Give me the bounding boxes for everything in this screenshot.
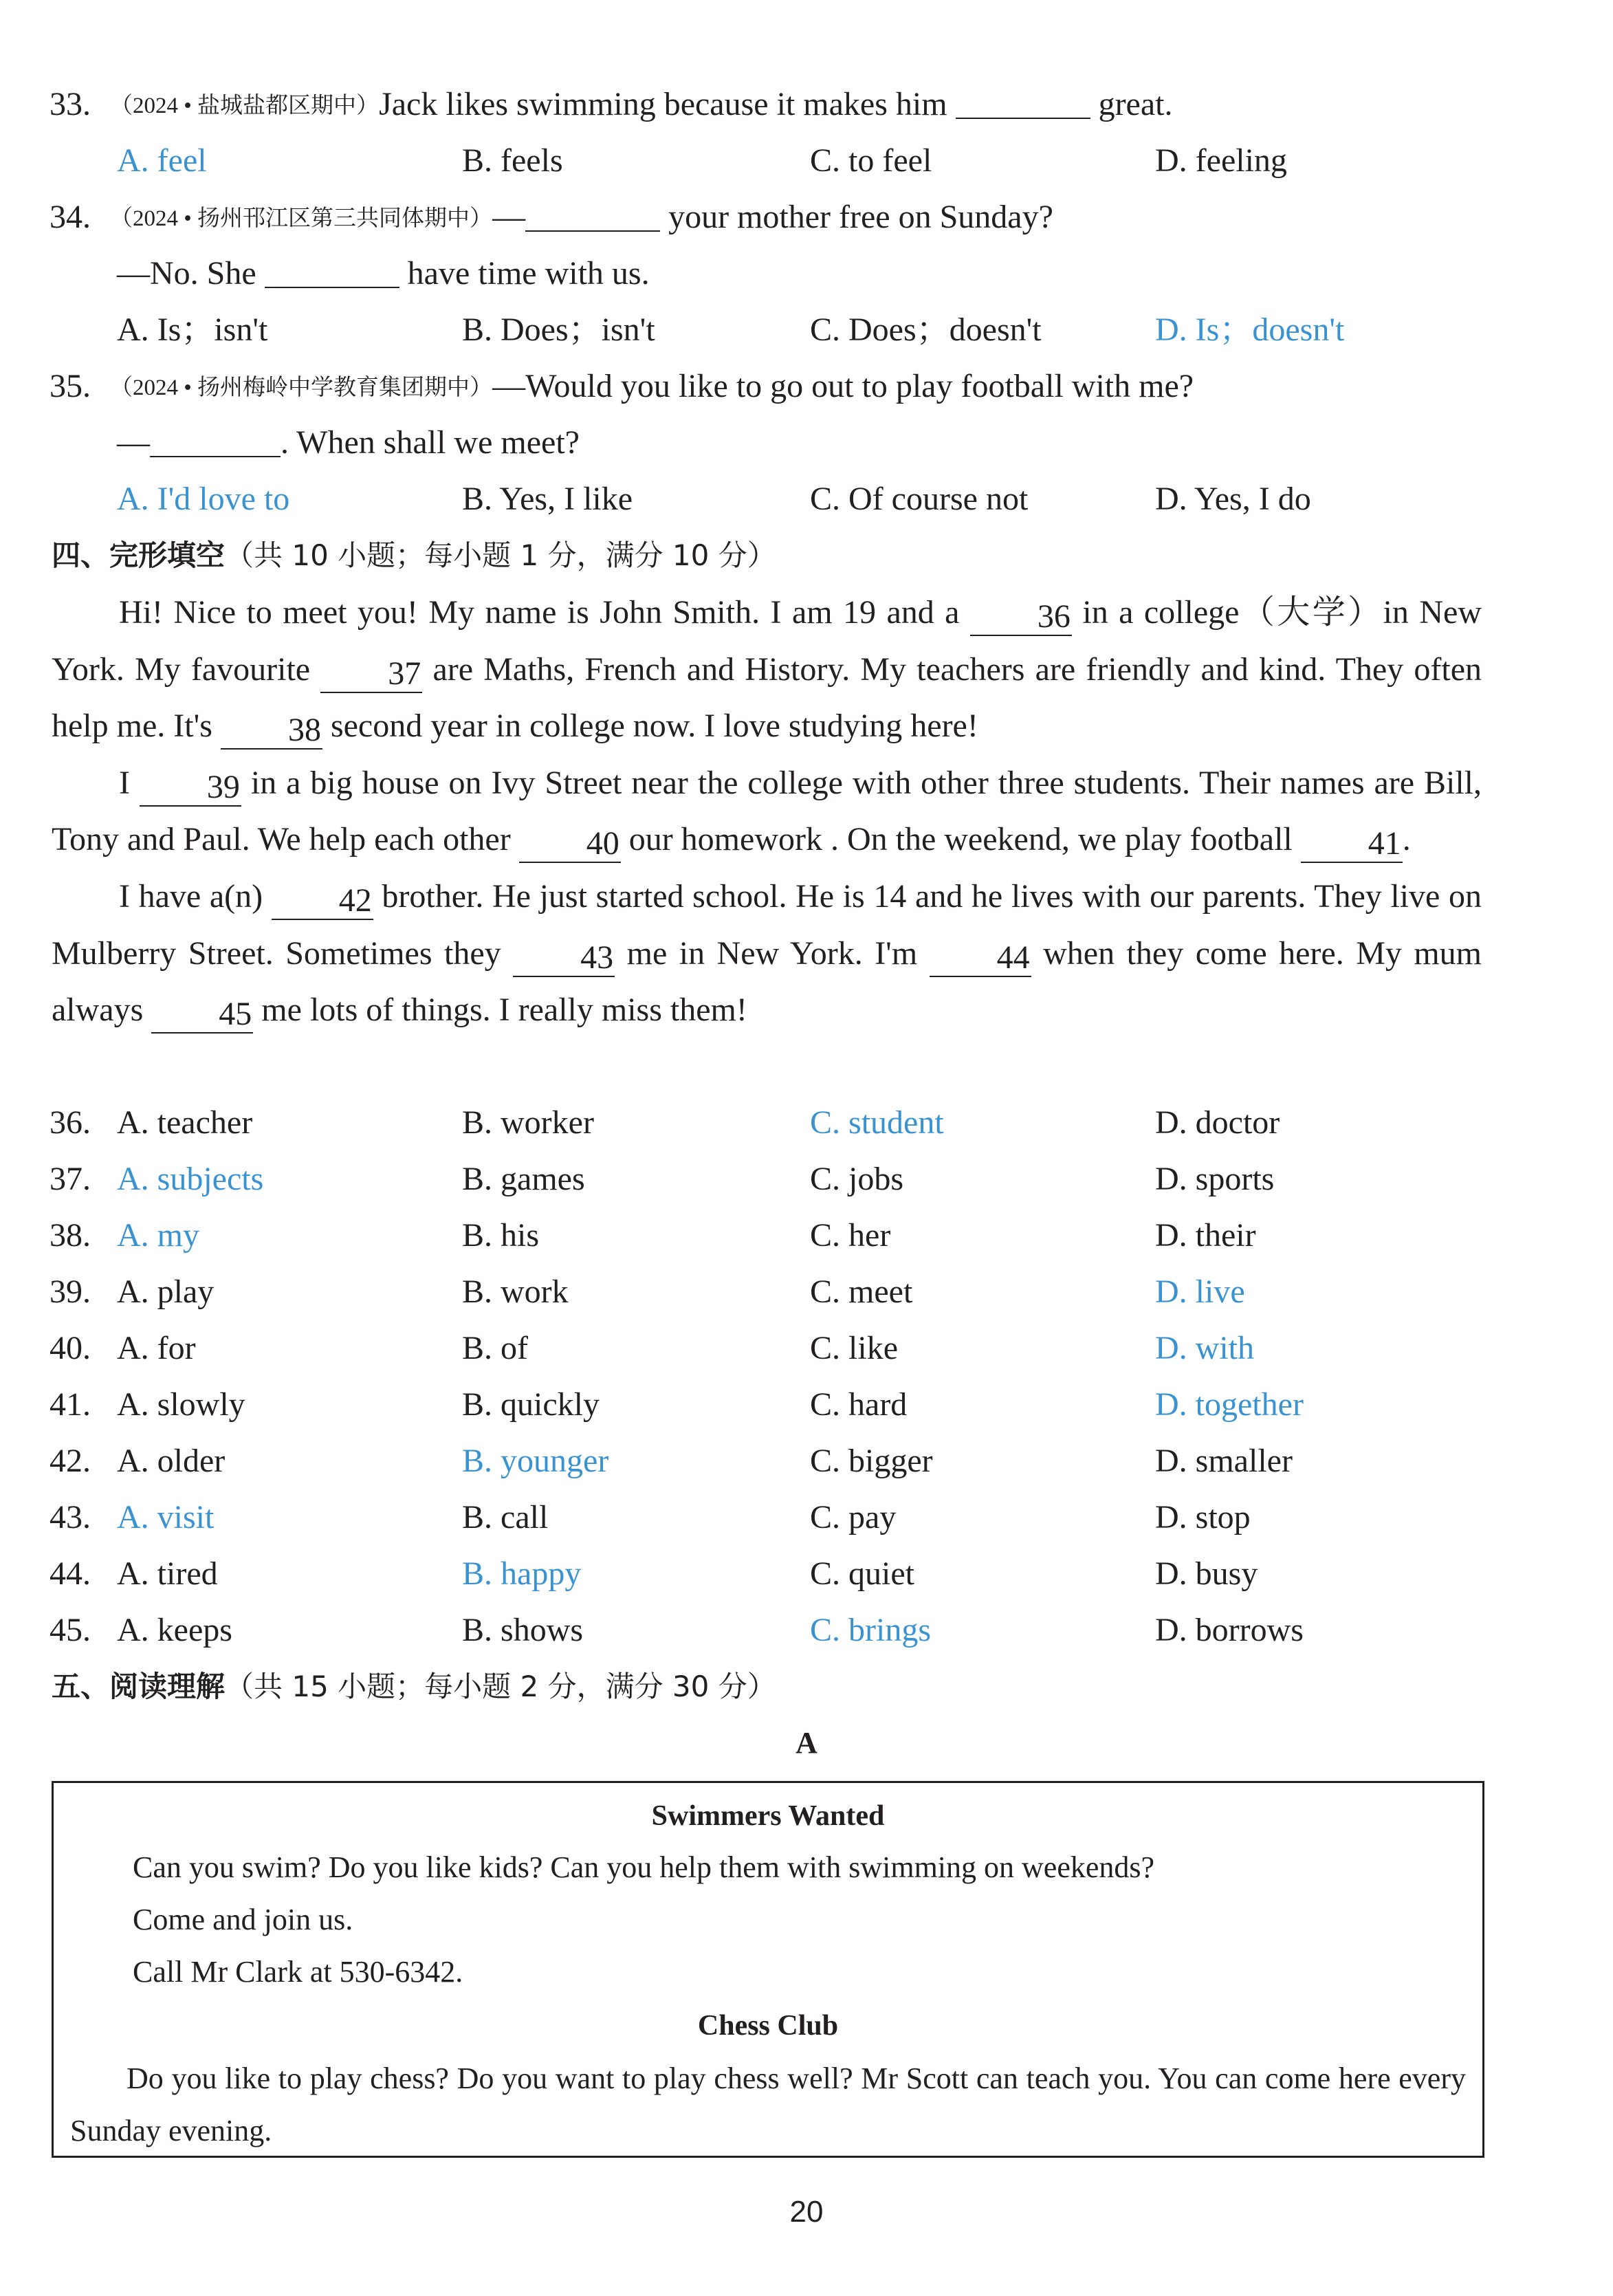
option-a[interactable]: A. subjects <box>117 1161 264 1197</box>
option-c[interactable]: C. brings <box>810 1612 932 1648</box>
cloze-blank-40: 40 <box>519 826 621 863</box>
dialogue-text: . When shall we meet? <box>281 424 580 461</box>
option-a[interactable]: A. Is；isn't <box>117 311 268 348</box>
option-d[interactable]: D. together <box>1155 1386 1304 1423</box>
option-d[interactable]: D. borrows <box>1155 1612 1304 1648</box>
answer-blank <box>265 287 399 288</box>
option-b[interactable]: B. work <box>462 1273 569 1310</box>
cloze-blank-44: 44 <box>930 940 1031 977</box>
section-note: （共 10 小题；每小题 1 分，满分 10 分） <box>225 538 776 572</box>
dialogue-dash: — <box>492 199 526 235</box>
option-b[interactable]: B. quickly <box>462 1386 600 1423</box>
question-number: 42. <box>50 1443 91 1479</box>
section-note: （共 15 小题；每小题 2 分，满分 30 分） <box>225 1670 776 1703</box>
cloze-blank-43: 43 <box>513 940 615 977</box>
question-stem: your mother free on Sunday? <box>668 199 1053 235</box>
answer-blank <box>956 118 1090 119</box>
question-number: 40. <box>50 1330 91 1366</box>
option-d[interactable]: D. their <box>1155 1217 1256 1254</box>
passage-text: are Maths, French and History. My teachers are friendly and kind. They often help me. It's <box>52 650 1482 745</box>
passage-text: me lots of things. I really miss them! <box>253 992 747 1029</box>
cloze-paragraph-1 <box>52 584 1482 755</box>
option-d[interactable]: D. with <box>1155 1330 1254 1366</box>
passage-text: . <box>1402 821 1411 858</box>
ad-text: Come and join us. <box>133 1903 353 1936</box>
dialogue-dash: — <box>117 424 150 461</box>
question-number: 38. <box>50 1217 91 1254</box>
option-a[interactable]: A. play <box>117 1273 215 1310</box>
dialogue-text: —No. She <box>117 255 256 292</box>
cloze-blank-38: 38 <box>221 712 322 750</box>
option-c[interactable]: C. student <box>810 1104 944 1141</box>
passage-text: second year in college now. I love studying here! <box>322 708 978 745</box>
question-number: 33. <box>50 86 91 122</box>
question-number: 39. <box>50 1273 91 1310</box>
option-d[interactable]: D. feeling <box>1155 142 1287 179</box>
option-b[interactable]: B. younger <box>462 1443 609 1479</box>
option-d[interactable]: D. Is；doesn't <box>1155 311 1345 348</box>
option-c[interactable]: C. bigger <box>810 1443 933 1479</box>
option-a[interactable]: A. visit <box>117 1499 215 1535</box>
option-c[interactable]: C. Does；doesn't <box>810 311 1042 348</box>
section-title: 四、完形填空 <box>52 538 226 572</box>
dialogue-text: have time with us. <box>407 255 650 292</box>
option-d[interactable]: D. sports <box>1155 1161 1275 1197</box>
question-number: 44. <box>50 1555 91 1592</box>
cloze-blank-37: 37 <box>320 656 422 693</box>
option-a[interactable]: A. feel <box>117 142 207 179</box>
option-a[interactable]: A. keeps <box>117 1612 232 1648</box>
option-d[interactable]: D. stop <box>1155 1499 1251 1535</box>
ad-text-chess <box>70 2053 1466 2157</box>
page-number: 20 <box>789 2195 824 2229</box>
source-tag: （2024 • 扬州邗江区第三共同体期中） <box>110 206 493 231</box>
cloze-passage <box>52 584 1482 1039</box>
passage-text: when they come here. My mum always <box>52 934 1482 1029</box>
question-stem: —Would you like to go out to play football with me? <box>492 368 1194 404</box>
passage-text: in a big house on Ivy Street near the college with other three students. Their names are Bill, Tony and Paul. We help each other <box>52 764 1482 858</box>
cloze-paragraph-2 <box>52 755 1482 868</box>
passage-text: our homework . On the weekend, we play football <box>620 821 1301 858</box>
option-d[interactable]: D. live <box>1155 1273 1245 1310</box>
passage-label: A <box>795 1726 818 1760</box>
option-a[interactable]: A. for <box>117 1330 196 1366</box>
option-c[interactable]: C. meet <box>810 1273 913 1310</box>
option-c[interactable]: C. hard <box>810 1386 908 1423</box>
option-a[interactable]: A. my <box>117 1217 199 1254</box>
option-d[interactable]: D. doctor <box>1155 1104 1280 1141</box>
option-c[interactable]: C. her <box>810 1217 891 1254</box>
option-a[interactable]: A. I'd love to <box>117 481 290 517</box>
passage-text: I <box>119 764 140 801</box>
question-number: 45. <box>50 1612 91 1648</box>
option-c[interactable]: C. quiet <box>810 1555 914 1592</box>
passage-text: Hi! Nice to meet you! My name is John Smith. I am 19 and a <box>119 594 970 631</box>
option-b[interactable]: B. call <box>462 1499 549 1535</box>
passage-text: me in New York. I'm <box>615 934 930 972</box>
cloze-paragraph-3 <box>52 868 1482 1039</box>
option-c[interactable]: C. to feel <box>810 142 932 179</box>
option-b[interactable]: B. his <box>462 1217 540 1254</box>
answer-blank <box>525 230 660 232</box>
passage-text: I have a(n) <box>119 877 272 915</box>
option-b[interactable]: B. of <box>462 1330 528 1366</box>
option-b[interactable]: B. worker <box>462 1104 594 1141</box>
question-number: 43. <box>50 1499 91 1535</box>
ad-title-chess: Chess Club <box>697 2010 839 2042</box>
option-c[interactable]: C. jobs <box>810 1161 904 1197</box>
ad-paragraph: Do you like to play chess? Do you want to play chess well? Mr Scott can teach you. You can come here every Sunday evening. <box>70 2062 1466 2147</box>
question-number: 35. <box>50 368 91 404</box>
question-stem-end: great. <box>1098 86 1173 122</box>
source-tag: （2024 • 盐城盐都区期中） <box>110 94 380 118</box>
section-4-heading <box>52 535 1613 576</box>
reading-passage-box <box>52 1781 1484 2158</box>
option-b[interactable]: B. happy <box>462 1555 582 1592</box>
option-b[interactable]: B. Does；isn't <box>462 311 655 348</box>
option-d[interactable]: D. smaller <box>1155 1443 1293 1479</box>
passage-text: in a college（大学）in New York. My favourite <box>52 594 1482 688</box>
answer-blank <box>150 456 281 457</box>
section-title: 五、阅读理解 <box>52 1670 226 1703</box>
source-tag: （2024 • 扬州梅岭中学教育集团期中） <box>110 375 493 400</box>
option-b[interactable]: B. shows <box>462 1612 584 1648</box>
section-5-heading <box>52 1666 1613 1707</box>
option-b[interactable]: B. games <box>462 1161 585 1197</box>
option-a[interactable]: A. teacher <box>117 1104 253 1141</box>
question-number: 34. <box>50 199 91 235</box>
cloze-blank-41: 41 <box>1301 826 1403 863</box>
option-a[interactable]: A. slowly <box>117 1386 245 1423</box>
ad-text: Call Mr Clark at 530-6342. <box>133 1955 463 1989</box>
cloze-blank-39: 39 <box>140 769 241 807</box>
cloze-blank-36: 36 <box>970 599 1072 636</box>
option-a[interactable]: A. tired <box>117 1555 218 1592</box>
option-c[interactable]: C. pay <box>810 1499 897 1535</box>
option-c[interactable]: C. like <box>810 1330 898 1366</box>
question-number: 36. <box>50 1104 91 1141</box>
ad-text: Can you swim? Do you like kids? Can you help them with swimming on weekends? <box>133 1850 1155 1884</box>
cloze-blank-45: 45 <box>151 996 253 1034</box>
option-b[interactable]: B. feels <box>462 142 563 179</box>
passage-text: brother. He just started school. He is 14 and he lives with our parents. They live on Mulberry Street. Sometimes they <box>52 877 1482 972</box>
ad-title-swimmers: Swimmers Wanted <box>651 1800 885 1832</box>
question-number: 37. <box>50 1161 91 1197</box>
cloze-blank-42: 42 <box>272 883 373 920</box>
option-c[interactable]: C. Of course not <box>810 481 1029 517</box>
option-d[interactable]: D. Yes, I do <box>1155 481 1311 517</box>
option-d[interactable]: D. busy <box>1155 1555 1258 1592</box>
question-number: 41. <box>50 1386 91 1423</box>
question-stem: Jack likes swimming because it makes him <box>379 86 947 122</box>
option-b[interactable]: B. Yes, I like <box>462 481 633 517</box>
option-a[interactable]: A. older <box>117 1443 226 1479</box>
